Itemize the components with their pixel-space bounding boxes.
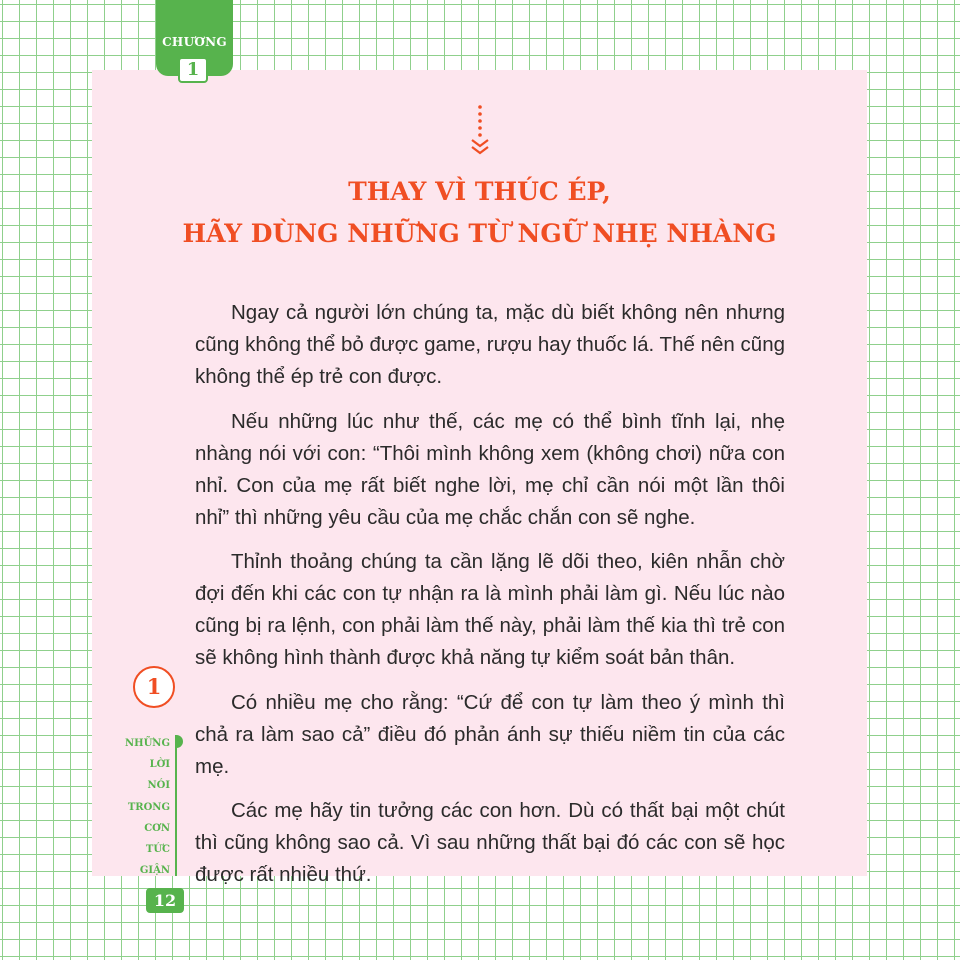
page-title-line-1: THAY VÌ THÚC ÉP, xyxy=(348,177,611,206)
sidebar-word: GIẬN xyxy=(139,865,170,877)
paragraph: Nếu những lúc như thế, các mẹ có thể bình tĩnh lại, nhẹ nhàng nói với con: “Thôi mình không xem (không chơi) nữa con nhỉ. Con của mẹ rất biết nghe lời, mẹ chỉ cần nói một lần thôi nhỉ” thì những yêu cầu của mẹ chắc chắn con sẽ nghe. xyxy=(195,409,785,529)
sidebar-divider xyxy=(175,748,177,876)
sidebar-book-title xyxy=(100,733,170,881)
paragraph: Thỉnh thoảng chúng ta cần lặng lẽ dõi theo, kiên nhẫn chờ đợi đến khi các con tự nhận ra là mình phải làm gì. Nếu lúc nào cũng bị ra lệnh, con phải làm thế này, phải làm thế kia thì trẻ con sẽ không hình thành được khả năng tự kiểm soát bản thân. xyxy=(195,550,785,669)
dotted-arrow-down-icon xyxy=(469,104,491,156)
paragraph: Ngay cả người lớn chúng ta, mặc dù biết không nên nhưng cũng không thể bỏ được game, rượu hay thuốc lá. Thế nên cũng không thể ép trẻ con được. xyxy=(195,301,785,388)
sidebar-word: CƠN xyxy=(144,822,170,834)
page-number: 12 xyxy=(146,888,184,913)
section-number-badge: 1 xyxy=(133,666,175,708)
sidebar-word: NÓI xyxy=(147,780,170,792)
paragraph: Các mẹ hãy tin tưởng các con hơn. Dù có thất bại một chút thì cũng không sao cả. Vì sau những thất bại đó các con sẽ học được rất nhiều thứ. xyxy=(195,799,785,886)
chapter-number: 1 xyxy=(178,57,208,83)
chapter-label: CHƯƠNG xyxy=(162,35,227,49)
paragraph: Có nhiều mẹ cho rằng: “Cứ để con tự làm theo ý mình thì chả ra làm sao cả” điều đó phản ánh sự thiếu niềm tin của các mẹ. xyxy=(195,690,785,778)
sidebar-word: LỜI xyxy=(149,759,170,771)
sidebar-word: TRONG xyxy=(127,801,170,813)
chapter-tab xyxy=(156,0,233,80)
body-text xyxy=(195,297,785,904)
sidebar-word: NHỮNG xyxy=(125,738,170,749)
sidebar-word: TỨC xyxy=(145,843,170,855)
page-title-line-2: HÃY DÙNG NHỮNG TỪ NGỮ NHẸ NHÀNG xyxy=(182,219,777,248)
